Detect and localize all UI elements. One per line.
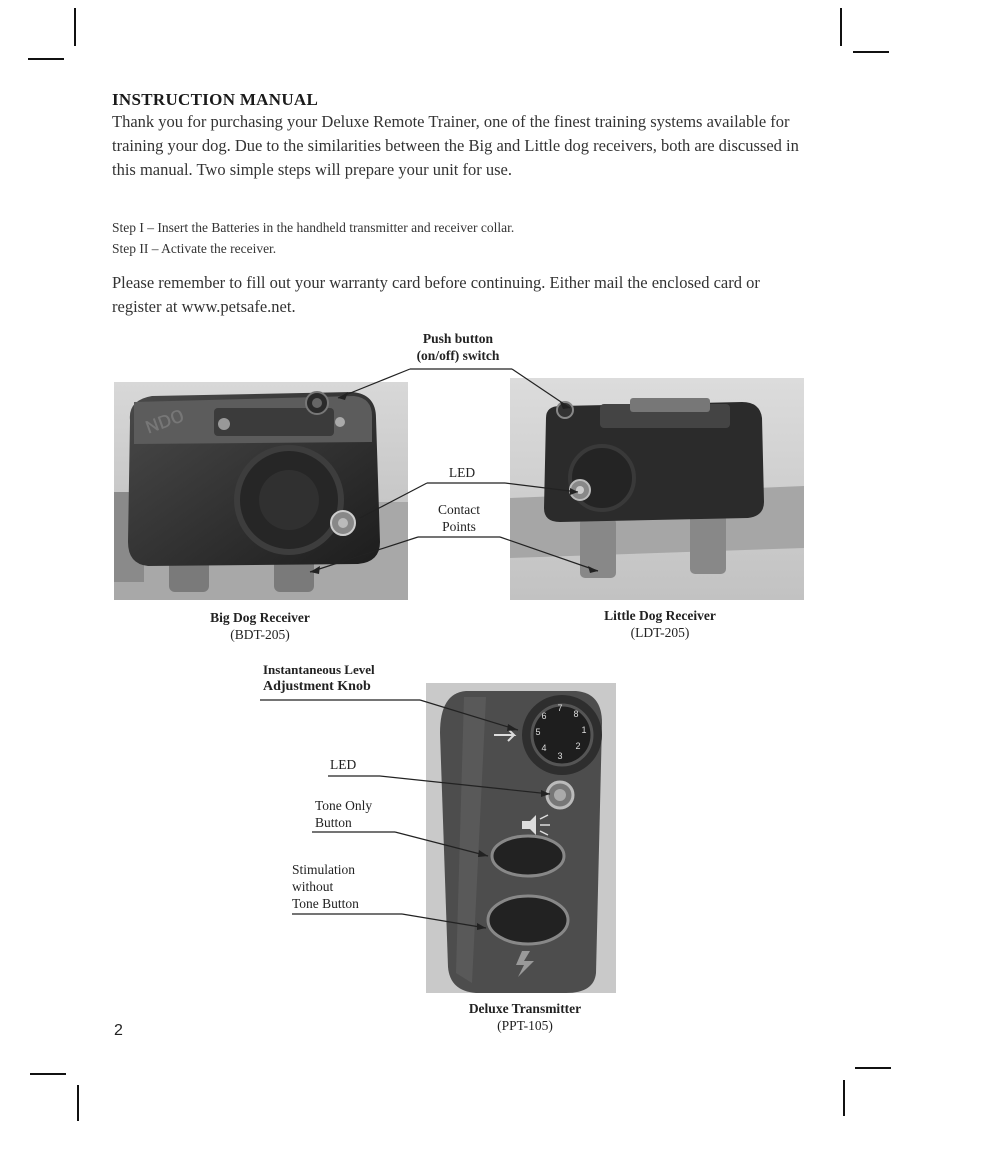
- big-dog-logo: ɴᴅo: [140, 400, 188, 440]
- dial-number-2: 2: [575, 741, 581, 751]
- stimulation-button-label: Stimulation without Tone Button: [292, 862, 359, 911]
- little-dog-receiver-caption: Little Dog Receiver (LDT-205): [604, 608, 716, 640]
- manual-heading: INSTRUCTION MANUAL: [112, 90, 319, 109]
- dial-number-4: 4: [541, 743, 547, 753]
- step-2: Step II – Activate the receiver.: [112, 241, 277, 256]
- step-1: Step I – Insert the Batteries in the handheld transmitter and receiver collar.: [112, 220, 515, 235]
- big-dog-receiver-caption: Big Dog Receiver (BDT-205): [210, 610, 310, 642]
- contact-points-label: Contact Points: [422, 501, 496, 535]
- dial-number-5: 5: [535, 727, 541, 737]
- dial-number-7: 7: [557, 703, 563, 713]
- page-number: 2: [114, 1022, 123, 1039]
- warranty-paragraph: Please remember to fill out your warranty card before continuing. Either mail the enclosed card or register at www.petsafe.net.: [112, 273, 760, 316]
- intro-paragraph: Thank you for purchasing your Deluxe Remote Trainer, one of the finest training systems available for training your dog. Due to the similarities between the Big and Little dog receivers, both are discussed in this manual. Two simple steps will prepare your unit for use.: [112, 112, 799, 179]
- tone-only-button-label: Tone Only Button: [315, 798, 373, 830]
- push-button-label: Push button (on/off) switch: [416, 331, 500, 363]
- transmitter-led-label: LED: [330, 757, 357, 772]
- dial-number-3: 3: [557, 751, 563, 761]
- adjustment-knob-label: Instantaneous Level Adjustment Knob: [263, 662, 375, 694]
- deluxe-transmitter-caption: Deluxe Transmitter (PPT-105): [468, 1001, 582, 1033]
- dial-number-8: 8: [573, 709, 579, 719]
- receiver-led-label: LED: [432, 464, 492, 481]
- dial-number-1: 1: [581, 725, 587, 735]
- dial-number-6: 6: [541, 711, 547, 721]
